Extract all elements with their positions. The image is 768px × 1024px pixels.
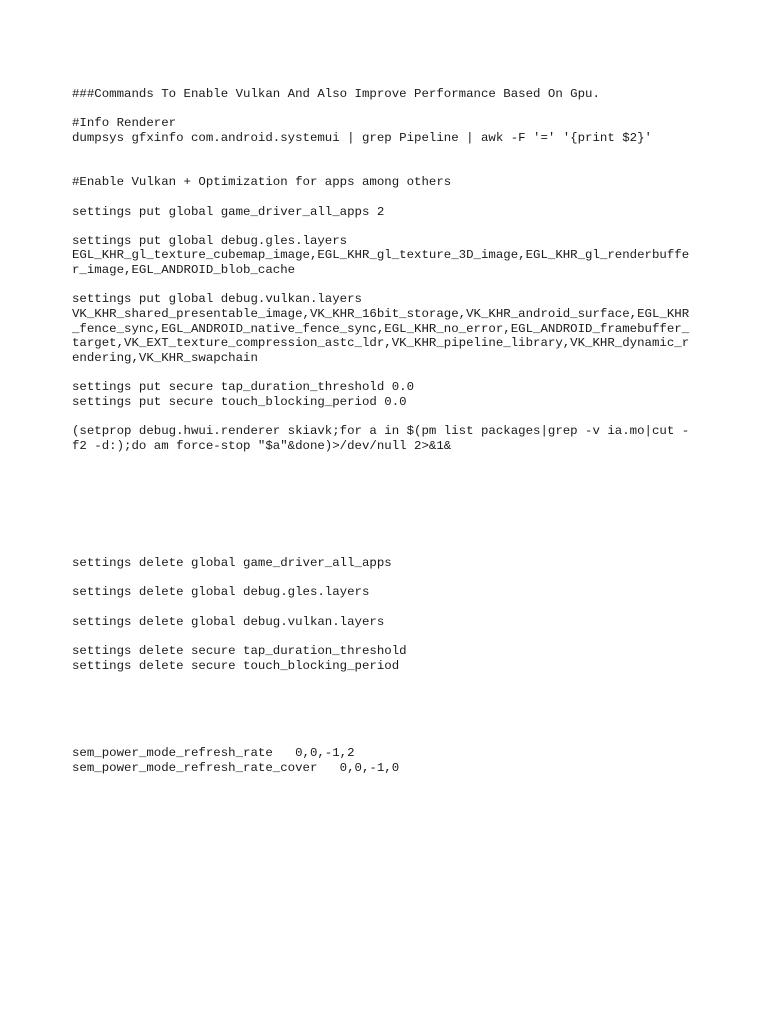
vulkan-layers-value: _fence_sync,EGL_ANDROID_native_fence_sync,EGL_KHR_no_error,EGL_ANDROID_framebuffer_ <box>72 322 690 336</box>
refresh-rate-cover-setting: sem_power_mode_refresh_rate_cover 0,0,-1,0 <box>72 761 400 775</box>
gles-layers-command: settings put global debug.gles.layers <box>72 234 348 248</box>
refresh-rate-setting: sem_power_mode_refresh_rate 0,0,-1,2 <box>72 746 355 760</box>
document-heading: ###Commands To Enable Vulkan And Also Improve Performance Based On Gpu. <box>72 87 600 101</box>
tap-duration-command: settings put secure tap_duration_threshold 0.0 <box>72 380 415 394</box>
enable-vulkan-comment: #Enable Vulkan + Optimization for apps among others <box>72 175 452 189</box>
delete-gles-layers-command: settings delete global debug.gles.layers <box>72 585 370 599</box>
touch-blocking-command: settings put secure touch_blocking_period 0.0 <box>72 395 407 409</box>
vulkan-layers-value: VK_KHR_shared_presentable_image,VK_KHR_16bit_storage,VK_KHR_android_surface,EGL_KHR <box>72 307 690 321</box>
vulkan-layers-value: endering,VK_KHR_swapchain <box>72 351 258 365</box>
game-driver-command: settings put global game_driver_all_apps 2 <box>72 205 385 219</box>
delete-vulkan-layers-command: settings delete global debug.vulkan.layers <box>72 615 385 629</box>
gles-layers-value: EGL_KHR_gl_texture_cubemap_image,EGL_KHR_gl_texture_3D_image,EGL_KHR_gl_renderbuffe <box>72 248 690 262</box>
dumpsys-command: dumpsys gfxinfo com.android.systemui | grep Pipeline | awk -F '=' '{print $2}' <box>72 131 652 145</box>
vulkan-layers-value: target,VK_EXT_texture_compression_astc_ldr,VK_KHR_pipeline_library,VK_KHR_dynamic_r <box>72 336 690 350</box>
delete-game-driver-command: settings delete global game_driver_all_apps <box>72 556 392 570</box>
delete-tap-duration-command: settings delete secure tap_duration_threshold <box>72 644 407 658</box>
setprop-command: (setprop debug.hwui.renderer skiavk;for a in $(pm list packages|grep -v ia.mo|cut - <box>72 424 690 438</box>
delete-touch-blocking-command: settings delete secure touch_blocking_period <box>72 659 400 673</box>
info-renderer-comment: #Info Renderer <box>72 116 177 130</box>
gles-layers-value: r_image,EGL_ANDROID_blob_cache <box>72 263 296 277</box>
setprop-command: f2 -d:);do am force-stop "$a"&done)>/dev/null 2>&1& <box>72 439 452 453</box>
vulkan-layers-command: settings put global debug.vulkan.layers <box>72 292 362 306</box>
